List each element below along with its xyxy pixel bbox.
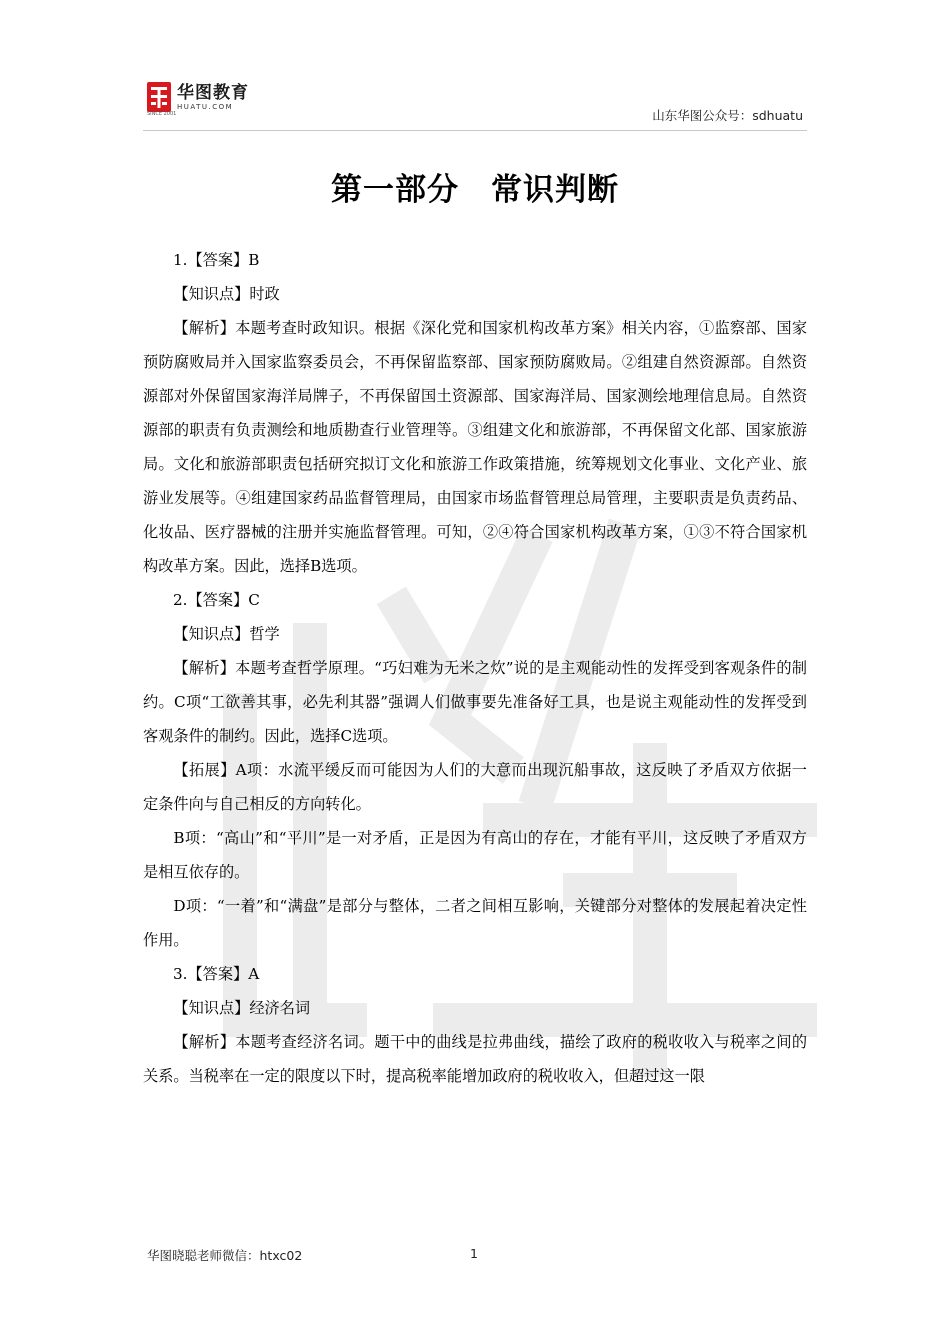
q1-answer: 1.【答案】B [173, 251, 260, 269]
footer-teacher-wechat: 华图晓聪老师微信：htxc02 [147, 1248, 303, 1263]
q2-extension-a: 【拓展】A项：水流平缓反而可能因为人们的大意而出现沉船事故，这反映了矛盾双方依据一定条件向与自己相反的方向转化。 [143, 761, 807, 813]
page-title: 第一部分 常识判断 [331, 172, 619, 208]
q2-knowledge-point: 【知识点】哲学 [173, 625, 280, 643]
q2-extension-d: D项：“一着”和“满盘”是部分与整体，二者之间相互影响，关键部分对整体的发展起着决定性作用。 [143, 897, 807, 949]
header-public-account: 山东华图公众号：sdhuatu [652, 108, 803, 123]
q1-knowledge-point: 【知识点】时政 [173, 285, 280, 303]
header-divider [143, 130, 807, 131]
q3-answer: 3.【答案】A [173, 965, 260, 983]
answer-content [143, 243, 807, 1093]
logo-name: 华图教育 [177, 82, 249, 103]
q1-analysis: 【解析】本题考查时政知识。根据《深化党和国家机构改革方案》相关内容，①监察部、国家预防腐败局并入国家监察委员会，不再保留监察部、国家预防腐败局。②组建自然资源部。自然资源部对外保留国家海洋局牌子，不再保留国土资源部、国家海洋局、国家测绘地理信息局。自然资源部的职责有负责测绘和地质勘查行业管理等。③组建文化和旅游部，不再保留文化部、国家旅游局。文化和旅游部职责包括研究拟订文化和旅游工作政策措施，统筹规划文化事业、文化产业、旅游业发展等。④组建国家药品监督管理局，由国家市场监督管理总局管理，主要职责是负责药品、化妆品、医疗器械的注册并实施监督管理。可知，②④符合国家机构改革方案，①③不符合国家机构改革方案。因此，选择B选项。 [143, 319, 807, 575]
q2-analysis: 【解析】本题考查哲学原理。“巧妇难为无米之炊”说的是主观能动性的发挥受到客观条件的制约。C项“工欲善其事，必先利其器”强调人们做事要先准备好工具，也是说主观能动性的发挥受到客观条件的制约。因此，选择C选项。 [143, 659, 807, 745]
q3-analysis: 【解析】本题考查经济名词。题干中的曲线是拉弗曲线，描绘了政府的税收收入与税率之间的关系。当税率在一定的限度以下时，提高税率能增加政府的税收收入，但超过这一限 [143, 1033, 807, 1085]
huatu-logo [147, 80, 249, 117]
logo-since: SINCE 2001 [147, 111, 177, 117]
logo-domain: HUATU.COM [177, 102, 234, 111]
q2-answer: 2.【答案】C [173, 591, 260, 609]
huatu-logo-mark-icon [147, 82, 171, 112]
page-number: 1 [470, 1246, 478, 1261]
q2-extension-b: B项：“高山”和“平川”是一对矛盾，正是因为有高山的存在，才能有平川，这反映了矛盾双方是相互依存的。 [143, 829, 807, 881]
q3-knowledge-point: 【知识点】经济名词 [173, 999, 311, 1017]
